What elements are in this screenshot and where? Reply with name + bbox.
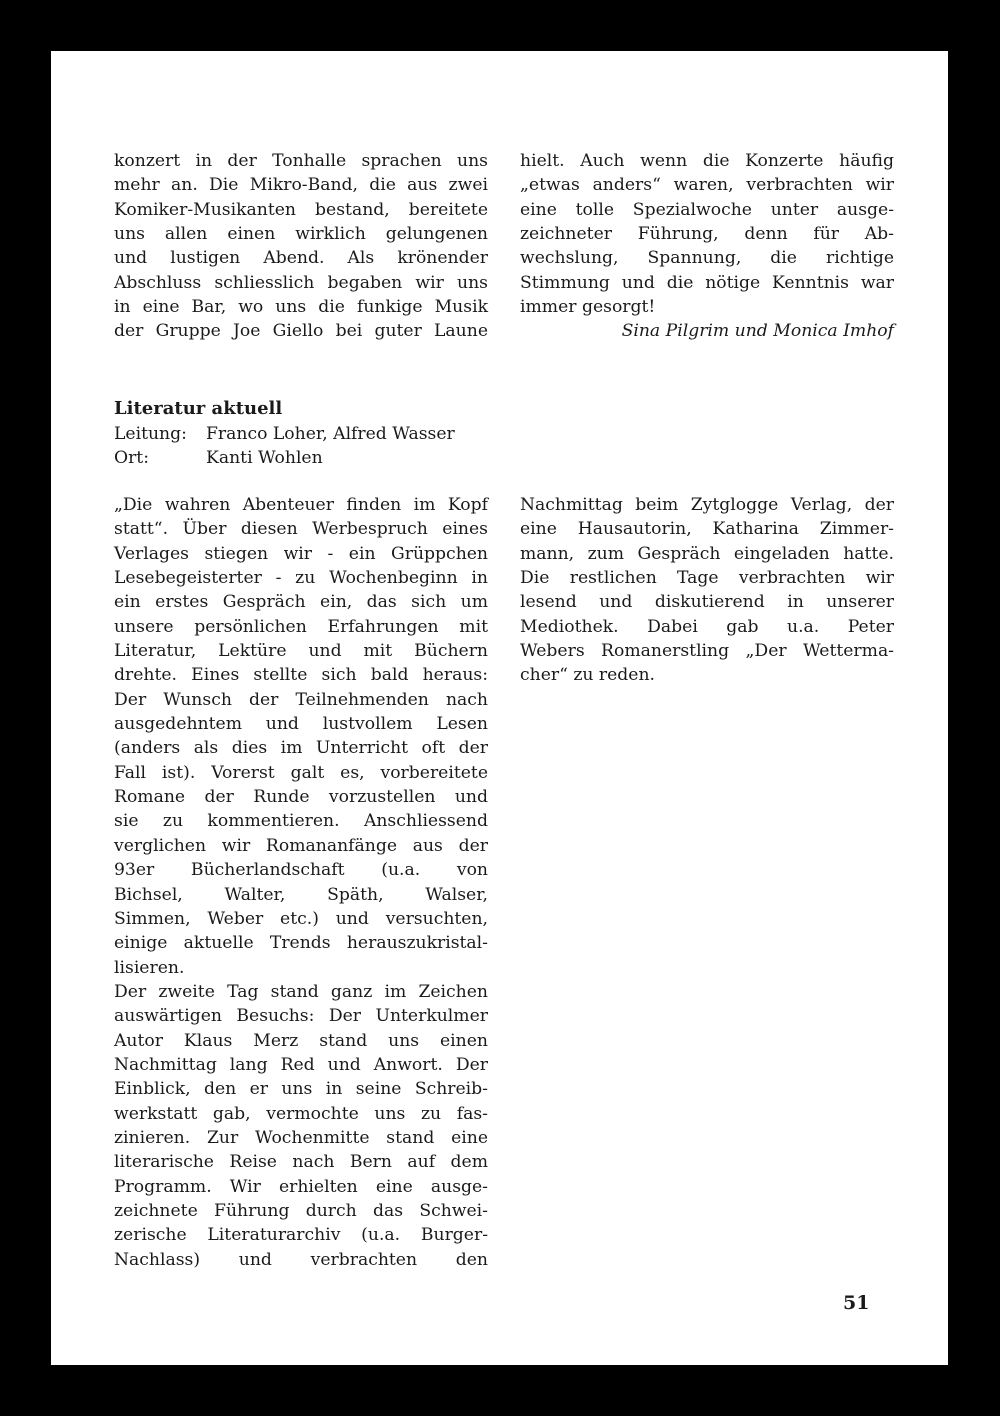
text-line: zinieren. Zur Wochenmitte stand eine: [114, 1127, 488, 1148]
text-line: Lesebegeisterter - zu Wochenbeginn in: [114, 568, 488, 589]
text-line: Einblick, den er uns in seine Schreib-: [114, 1079, 488, 1100]
text-line: 93er Bücherlandschaft (u.a. von: [114, 860, 488, 881]
text-line: Programm. Wir erhielten eine ausge-: [114, 1176, 488, 1197]
text-line: zerische Literaturarchiv (u.a. Burger-: [114, 1225, 488, 1246]
ort-row: [114, 446, 323, 470]
leitung-label: Leitung:: [114, 424, 187, 444]
article-left-column: [114, 493, 488, 1272]
article-right-column: [520, 493, 894, 688]
text-line: drehte. Eines stellte sich bald heraus:: [114, 665, 488, 686]
text-line: Die restlichen Tage verbrachten wir: [520, 568, 894, 589]
text-line: sie zu kommentieren. Anschliessend: [114, 811, 488, 832]
text-line: uns allen einen wirklich gelungenen: [114, 224, 488, 245]
text-line: Nachmittag beim Zytglogge Verlag, der: [520, 495, 894, 515]
text-line: einige aktuelle Trends herauszukristal-: [114, 933, 488, 954]
text-line: verglichen wir Romananfänge aus der: [114, 835, 488, 856]
text-line: hielt. Auch wenn die Konzerte häufig: [520, 151, 894, 171]
ort-value: Kanti Wohlen: [206, 448, 323, 468]
text-line: zeichnete Führung durch das Schwei-: [114, 1200, 488, 1221]
text-line: der Gruppe Joe Giello bei guter Laune: [114, 321, 488, 342]
text-line: ausgedehntem und lustvollem Lesen: [114, 714, 488, 735]
text-line: unsere persönlichen Erfahrungen mit: [114, 616, 488, 637]
page-number: 51: [843, 1292, 870, 1314]
text-line: Der zweite Tag stand ganz im Zeichen: [114, 981, 488, 1002]
text-line: immer gesorgt!: [520, 297, 656, 318]
text-line: „etwas anders“ waren, verbrachten wir: [520, 175, 894, 196]
text-line: werkstatt gab, vermochte uns zu fas-: [114, 1103, 488, 1124]
text-line: mann, zum Gespräch eingeladen hatte.: [520, 543, 894, 564]
text-line: Fall ist). Vorerst galt es, vorbereitete: [114, 762, 488, 783]
author-signature: Sina Pilgrim und Monica Imhof: [621, 321, 894, 342]
text-line: eine tolle Spezialwoche unter ausge-: [520, 199, 894, 220]
text-line: Mediothek. Dabei gab u.a. Peter: [520, 616, 894, 637]
text-line: Abschluss schliesslich begaben wir uns: [114, 272, 488, 293]
leitung-row: [114, 422, 455, 446]
text-line: Verlages stiegen wir - ein Grüppchen: [114, 543, 488, 564]
text-line: ein erstes Gespräch ein, das sich um: [114, 592, 488, 613]
text-line: eine Hausautorin, Katharina Zimmer-: [520, 519, 894, 540]
text-line: statt“. Über diesen Werbespruch eines: [114, 519, 488, 540]
text-line: Autor Klaus Merz stand uns einen: [114, 1030, 488, 1051]
leitung-value: Franco Loher, Alfred Wasser: [206, 424, 455, 444]
text-line: auswärtigen Besuchs: Der Unterkulmer: [114, 1006, 488, 1027]
top-right-column: [520, 149, 894, 344]
text-line: wechslung, Spannung, die richtige: [520, 248, 894, 269]
text-line: Romane der Runde vorzustellen und: [114, 787, 488, 808]
text-line: „Die wahren Abenteuer finden im Kopf: [114, 495, 488, 515]
text-line: Komiker-Musikanten bestand, bereitete: [114, 199, 488, 220]
text-line: Der Wunsch der Teilnehmenden nach: [114, 689, 488, 710]
text-line: Nachlass) und verbrachten den: [114, 1249, 488, 1270]
text-line: zeichneter Führung, denn für Ab-: [520, 224, 894, 245]
text-line: Stimmung und die nötige Kenntnis war: [520, 272, 894, 293]
text-line: literarische Reise nach Bern auf dem: [114, 1152, 488, 1173]
text-line: Literatur, Lektüre und mit Büchern: [114, 641, 488, 662]
text-line: Simmen, Weber etc.) und versuchten,: [114, 908, 488, 929]
top-left-column: [114, 149, 488, 344]
text-line: und lustigen Abend. Als krönender: [114, 248, 488, 269]
text-line: lisieren.: [114, 957, 185, 978]
ort-label: Ort:: [114, 448, 150, 468]
text-line: Bichsel, Walter, Späth, Walser,: [114, 884, 488, 905]
text-line: lesend und diskutierend in unserer: [520, 592, 894, 613]
text-line: konzert in der Tonhalle sprachen uns: [114, 151, 488, 171]
section-title: Literatur aktuell: [114, 398, 283, 419]
text-line: cher“ zu reden.: [520, 665, 656, 686]
text-line: mehr an. Die Mikro-Band, die aus zwei: [114, 175, 488, 196]
text-line: Nachmittag lang Red und Anwort. Der: [114, 1054, 488, 1075]
text-line: in eine Bar, wo uns die funkige Musik: [114, 297, 488, 318]
text-line: (anders als dies im Unterricht oft der: [114, 738, 488, 759]
text-line: Webers Romanerstling „Der Wetterma-: [520, 641, 894, 662]
